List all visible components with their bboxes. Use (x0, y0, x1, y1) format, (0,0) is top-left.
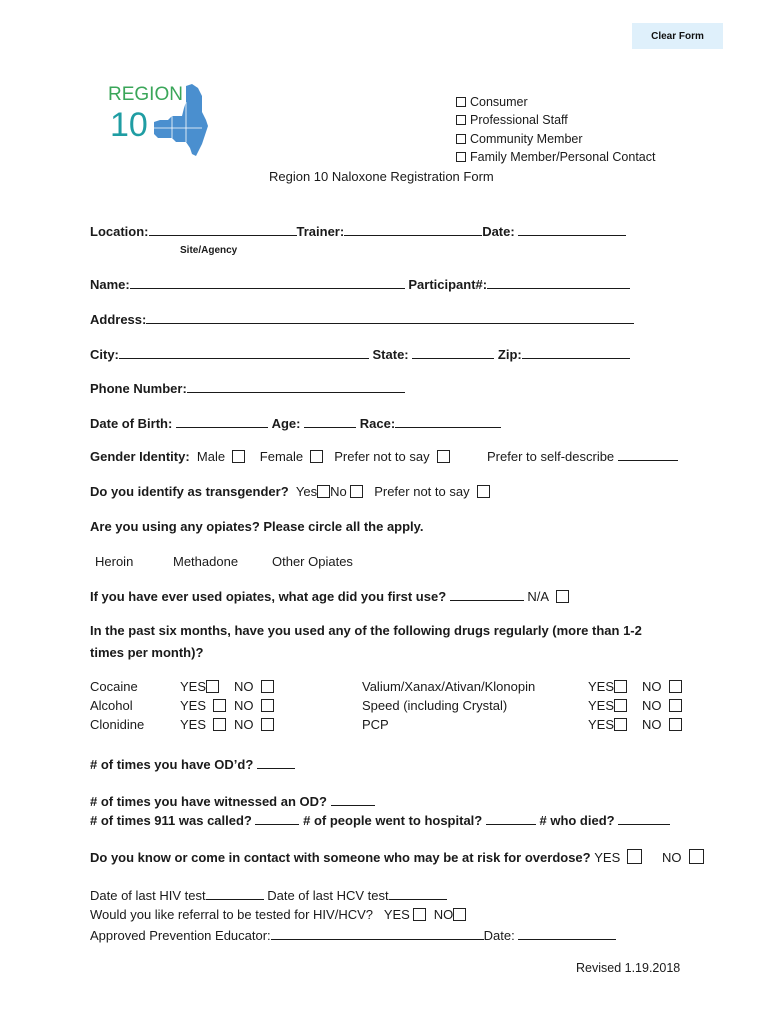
phone-field[interactable] (187, 380, 405, 393)
referral-yes-label: YES (383, 907, 410, 922)
transgender-no-label: No (330, 484, 347, 499)
first-use-na-label: N/A (527, 589, 550, 604)
location-label: Location: (90, 224, 149, 239)
yes-label: YES (180, 679, 207, 694)
referral-label: Would you like referral to be tested for HIV/HCV? (90, 907, 373, 922)
opiate-option-heroin[interactable]: Heroin (95, 554, 134, 569)
race-label: Race: (359, 416, 396, 431)
no-label: NO (642, 717, 662, 732)
transgender-prefer-not-label: Prefer not to say (374, 484, 470, 499)
age-label: Age: (271, 416, 301, 431)
zip-field[interactable] (522, 346, 630, 359)
state-label: State: (372, 347, 409, 362)
gender-row (90, 449, 450, 464)
died-field[interactable] (618, 812, 670, 825)
address-label: Address: (90, 312, 147, 327)
hiv-test-label: Date of last HIV test (90, 888, 206, 903)
risk-question: Do you know or come in contact with someone who may be at risk for overdose? (90, 850, 591, 865)
educator-label: Approved Prevention Educator: (90, 928, 271, 943)
drug-name: Clonidine (90, 717, 145, 732)
gender-self-describe (487, 448, 678, 464)
first-use-na-checkbox[interactable] (556, 590, 569, 603)
city-row (90, 346, 630, 362)
referral-no-label: NO (433, 907, 454, 922)
no-label: NO (642, 698, 662, 713)
checkbox[interactable] (456, 134, 466, 144)
witnessed-row (90, 793, 375, 809)
dob-row (90, 415, 501, 431)
no-checkbox[interactable] (261, 680, 274, 693)
test-dates-row (90, 887, 447, 903)
drug-no-option (642, 679, 682, 694)
drug-no-option (642, 717, 682, 732)
no-checkbox[interactable] (669, 699, 682, 712)
state-field[interactable] (412, 346, 494, 359)
first-use-question: If you have ever used opiates, what age did you first use? (90, 589, 447, 604)
drug-no-option (642, 698, 682, 713)
address-field[interactable] (146, 311, 634, 324)
drugs-question-line1: In the past six months, have you used any of the following drugs regularly (more than 1-2 (90, 623, 642, 638)
date-field[interactable] (518, 223, 626, 236)
gender-self-describe-label: Prefer to self-describe (487, 449, 615, 464)
checkbox[interactable] (456, 115, 466, 125)
died-label: # who died? (539, 813, 615, 828)
drug-name: Valium/Xanax/Ativan/Klonopin (362, 679, 536, 694)
risk-no-label: NO (662, 850, 682, 865)
yes-label: YES (588, 717, 615, 732)
yes-label: YES (588, 679, 615, 694)
address-row (90, 311, 634, 327)
clear-form-button[interactable]: Clear Form (632, 23, 723, 49)
yes-checkbox[interactable] (614, 699, 627, 712)
drug-no-option (234, 717, 274, 732)
gender-label: Gender Identity: (90, 449, 190, 464)
trainer-label: Trainer: (296, 224, 345, 239)
drug-yes-option (180, 717, 226, 732)
first-use-age-field[interactable] (450, 588, 524, 601)
transgender-prefer-not-checkbox[interactable] (477, 485, 490, 498)
educator-date-field[interactable] (518, 927, 616, 940)
risk-yes-checkbox[interactable] (627, 849, 642, 864)
gender-male-label: Male (196, 449, 226, 464)
drug-name: Speed (including Crystal) (362, 698, 508, 713)
respondent-option-family-member[interactable] (456, 150, 655, 164)
respondent-option-professional-staff[interactable] (456, 113, 568, 127)
race-field[interactable] (395, 415, 501, 428)
no-checkbox[interactable] (261, 718, 274, 731)
referral-yes-checkbox[interactable] (413, 908, 426, 921)
called-911-label: # of times 911 was called? (90, 813, 252, 828)
educator-field[interactable] (271, 927, 484, 940)
opiate-option-other[interactable]: Other Opiates (272, 554, 353, 569)
no-label: NO (234, 698, 254, 713)
gender-male-checkbox[interactable] (232, 450, 245, 463)
first-use-row (90, 588, 569, 604)
revised-date: Revised 1.19.2018 (576, 961, 681, 975)
yes-checkbox[interactable] (614, 680, 627, 693)
no-label: NO (234, 679, 254, 694)
times-od-label: # of times you have OD’d? (90, 757, 254, 772)
logo-number: 10 (110, 106, 148, 144)
gender-prefer-not-checkbox[interactable] (437, 450, 450, 463)
gender-female-label: Female (259, 449, 304, 464)
no-label: NO (234, 717, 254, 732)
yes-checkbox[interactable] (614, 718, 627, 731)
transgender-yes-label: Yes (295, 484, 318, 499)
participant-field[interactable] (487, 276, 630, 289)
location-field[interactable] (149, 223, 297, 236)
yes-label: YES (180, 717, 207, 732)
drug-yes-option (180, 698, 226, 713)
educator-row (90, 927, 616, 943)
name-field[interactable] (130, 276, 405, 289)
age-field[interactable] (304, 415, 356, 428)
drug-yes-option (180, 679, 219, 694)
gender-female-checkbox[interactable] (310, 450, 323, 463)
witnessed-field[interactable] (331, 793, 375, 806)
opiates-question: Are you using any opiates? Please circle all the apply. (90, 519, 424, 534)
risk-no-option (662, 849, 704, 865)
referral-no-checkbox[interactable] (453, 908, 466, 921)
called-911-field[interactable] (255, 812, 299, 825)
drug-no-option (234, 698, 274, 713)
hospital-field[interactable] (486, 812, 536, 825)
site-agency-caption: Site/Agency (180, 245, 238, 256)
transgender-row (90, 484, 490, 499)
drug-no-option (234, 679, 274, 694)
dob-field[interactable] (176, 415, 268, 428)
hcv-test-field[interactable] (389, 887, 447, 900)
name-row (90, 276, 630, 292)
no-checkbox[interactable] (669, 718, 682, 731)
transgender-yes-checkbox[interactable] (317, 485, 330, 498)
respondent-option-consumer[interactable] (456, 95, 528, 109)
transgender-label: Do you identify as transgender? (90, 484, 289, 499)
gender-prefer-not-label: Prefer not to say (334, 449, 430, 464)
yes-checkbox[interactable] (206, 680, 219, 693)
risk-yes-label: YES (594, 850, 621, 865)
hiv-test-field[interactable] (206, 887, 264, 900)
option-label: Community Member (470, 132, 583, 146)
no-checkbox[interactable] (261, 699, 274, 712)
risk-no-checkbox[interactable] (689, 849, 704, 864)
gender-self-describe-field[interactable] (618, 448, 678, 461)
witnessed-label: # of times you have witnessed an OD? (90, 794, 327, 809)
city-label: City: (90, 347, 119, 362)
yes-checkbox[interactable] (213, 699, 226, 712)
transgender-no-checkbox[interactable] (350, 485, 363, 498)
risk-row (90, 849, 642, 865)
name-label: Name: (90, 277, 130, 292)
drug-yes-option (588, 679, 627, 694)
od-outcome-row (90, 812, 670, 828)
respondent-option-community-member[interactable] (456, 132, 583, 146)
option-label: Professional Staff (470, 113, 568, 127)
drug-name: Cocaine (90, 679, 138, 694)
drug-yes-option (588, 698, 627, 713)
zip-label: Zip: (497, 347, 522, 362)
drug-name: Alcohol (90, 698, 133, 713)
yes-label: YES (180, 698, 207, 713)
educator-date-label: Date: (483, 928, 515, 943)
drug-yes-option (588, 717, 627, 732)
yes-label: YES (588, 698, 615, 713)
phone-row (90, 380, 405, 396)
drugs-question-line2: times per month)? (90, 645, 204, 660)
drug-name: PCP (362, 717, 389, 732)
hospital-label: # of people went to hospital? (303, 813, 483, 828)
opiate-option-methadone[interactable]: Methadone (173, 554, 239, 569)
trainer-field[interactable] (344, 223, 482, 236)
referral-row (90, 907, 466, 922)
city-field[interactable] (119, 346, 369, 359)
times-od-row (90, 756, 295, 772)
checkbox[interactable] (456, 152, 466, 162)
region10-logo (108, 82, 228, 160)
region-map-icon (146, 82, 226, 160)
date-label: Date: (482, 224, 515, 239)
participant-label: Participant#: (408, 277, 488, 292)
no-label: NO (642, 679, 662, 694)
phone-label: Phone Number: (90, 381, 187, 396)
dob-label: Date of Birth: (90, 416, 173, 431)
logo-word: REGION (108, 84, 183, 105)
location-row (90, 223, 626, 239)
yes-checkbox[interactable] (213, 718, 226, 731)
times-od-field[interactable] (257, 756, 295, 769)
option-label: Family Member/Personal Contact (470, 150, 656, 164)
hcv-test-label: Date of last HCV test (267, 888, 389, 903)
option-label: Consumer (470, 95, 528, 109)
checkbox[interactable] (456, 97, 466, 107)
form-title: Region 10 Naloxone Registration Form (269, 169, 494, 184)
no-checkbox[interactable] (669, 680, 682, 693)
